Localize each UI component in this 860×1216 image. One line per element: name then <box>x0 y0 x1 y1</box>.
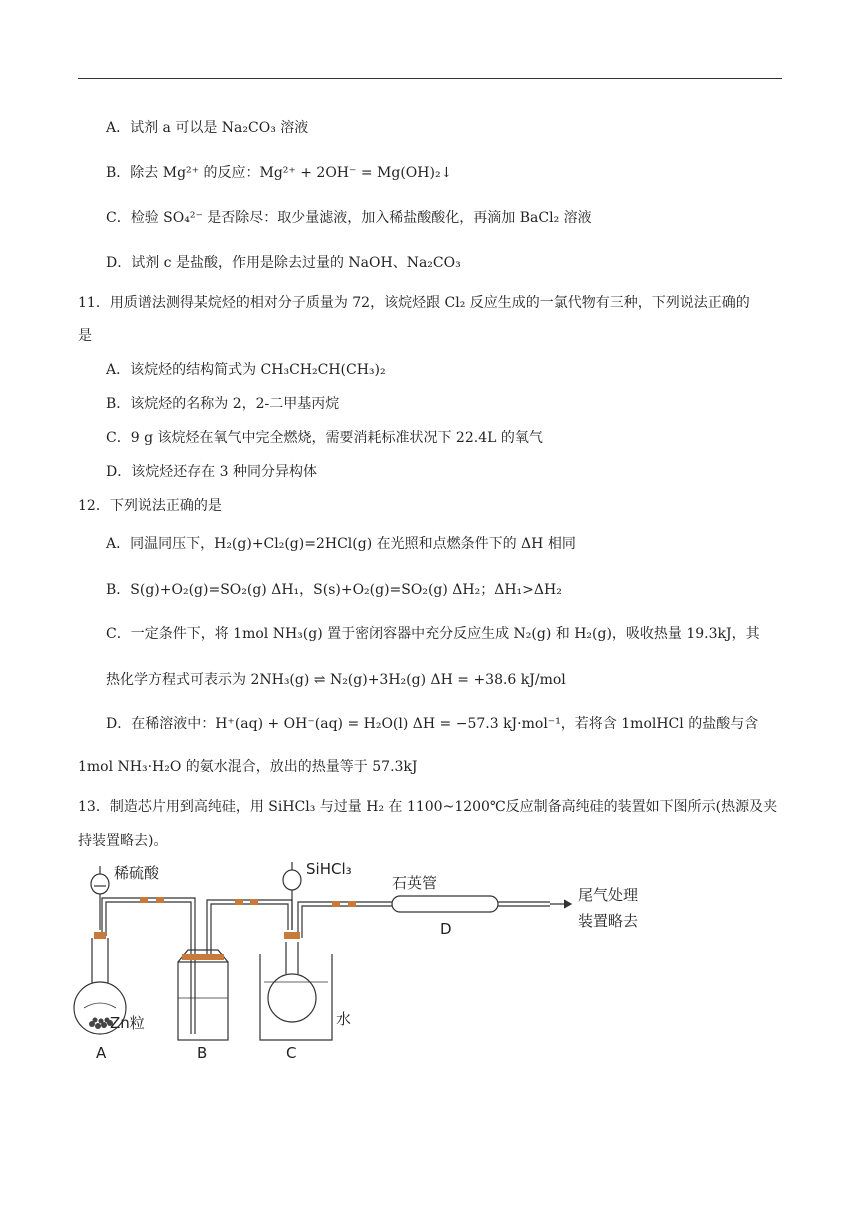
q13-stem-cont: 持装置略去)。 <box>78 833 168 849</box>
q12-option-d-cont: 1mol NH₃·H₂O 的氨水混合，放出的热量等于 57.3kJ <box>78 759 418 775</box>
label-quartz-tube: 石英管 <box>392 874 438 892</box>
q12-stem: 12．下列说法正确的是 <box>78 498 222 514</box>
label-zn-granules: Zn粒 <box>110 1014 145 1032</box>
q11-option-b: B．该烷烃的名称为 2，2-二甲基丙烷 <box>106 396 340 412</box>
q12-option-b: B．S(g)+O₂(g)=SO₂(g) ΔH₁，S(s)+O₂(g)=SO₂(g) ΔH₂；ΔH₁>ΔH₂ <box>106 582 562 598</box>
apparatus-diagram <box>70 858 639 1068</box>
label-a: A <box>96 1044 107 1062</box>
label-exhaust-2: 装置略去 <box>578 912 639 930</box>
q10-option-d: D．试剂 c 是盐酸，作用是除去过量的 NaOH、Na₂CO₃ <box>106 255 461 271</box>
q13-stem: 13．制造芯片用到高纯硅，用 SiHCl₃ 与过量 H₂ 在 1100~1200℃反应制备高纯硅的装置如下图所示(热源及夹 <box>78 799 778 815</box>
label-exhaust-1: 尾气处理 <box>578 886 639 904</box>
label-dilute-sulfuric-acid: 稀硫酸 <box>114 864 160 882</box>
q12-option-c-cont: 热化学方程式可表示为 2NH₃(g) ⇌ N₂(g)+3H₂(g) ΔH = +38.6 kJ/mol <box>106 672 566 688</box>
q12-option-d: D．在稀溶液中：H⁺(aq) + OH⁻(aq) = H₂O(l) ΔH = −57.3 kJ·mol⁻¹，若将含 1molHCl 的盐酸与含 <box>106 716 759 732</box>
q11-option-a: A．该烷烃的结构简式为 CH₃CH₂CH(CH₃)₂ <box>106 362 386 378</box>
quartz-tube-d <box>392 896 550 912</box>
beaker-c <box>260 942 332 1040</box>
label-d: D <box>440 920 452 938</box>
label-water: 水 <box>336 1010 352 1028</box>
label-sihcl3: SiHCl₃ <box>306 860 352 878</box>
q12-option-a: A．同温同压下，H₂(g)+Cl₂(g)=2HCl(g) 在光照和点燃条件下的 ΔH 相同 <box>106 536 576 552</box>
header-rule <box>78 78 782 79</box>
label-c: C <box>286 1044 297 1062</box>
q10-option-c: C．检验 SO₄²⁻ 是否除尽：取少量滤液，加入稀盐酸酸化，再滴加 BaCl₂ 溶液 <box>106 210 592 226</box>
q11-option-d: D．该烷烃还存在 3 种同分异构体 <box>106 464 318 480</box>
q10-option-b: B．除去 Mg²⁺ 的反应：Mg²⁺ + 2OH⁻ = Mg(OH)₂↓ <box>106 165 453 181</box>
q10-option-a: A．试剂 a 可以是 Na₂CO₃ 溶液 <box>106 120 309 136</box>
q12-option-c: C．一定条件下，将 1mol NH₃(g) 置于密闭容器中充分反应生成 N₂(g) 和 H₂(g)，吸收热量 19.3kJ，其 <box>106 626 760 642</box>
label-b: B <box>197 1044 208 1062</box>
q11-option-c: C．9 g 该烷烃在氧气中完全燃烧，需要消耗标准状况下 22.4L 的氧气 <box>106 430 543 446</box>
q11-stem-cont: 是 <box>78 328 92 344</box>
q11-stem: 11．用质谱法测得某烷烃的相对分子质量为 72，该烷烃跟 Cl₂ 反应生成的一氯代物有三种，下列说法正确的 <box>78 295 750 311</box>
